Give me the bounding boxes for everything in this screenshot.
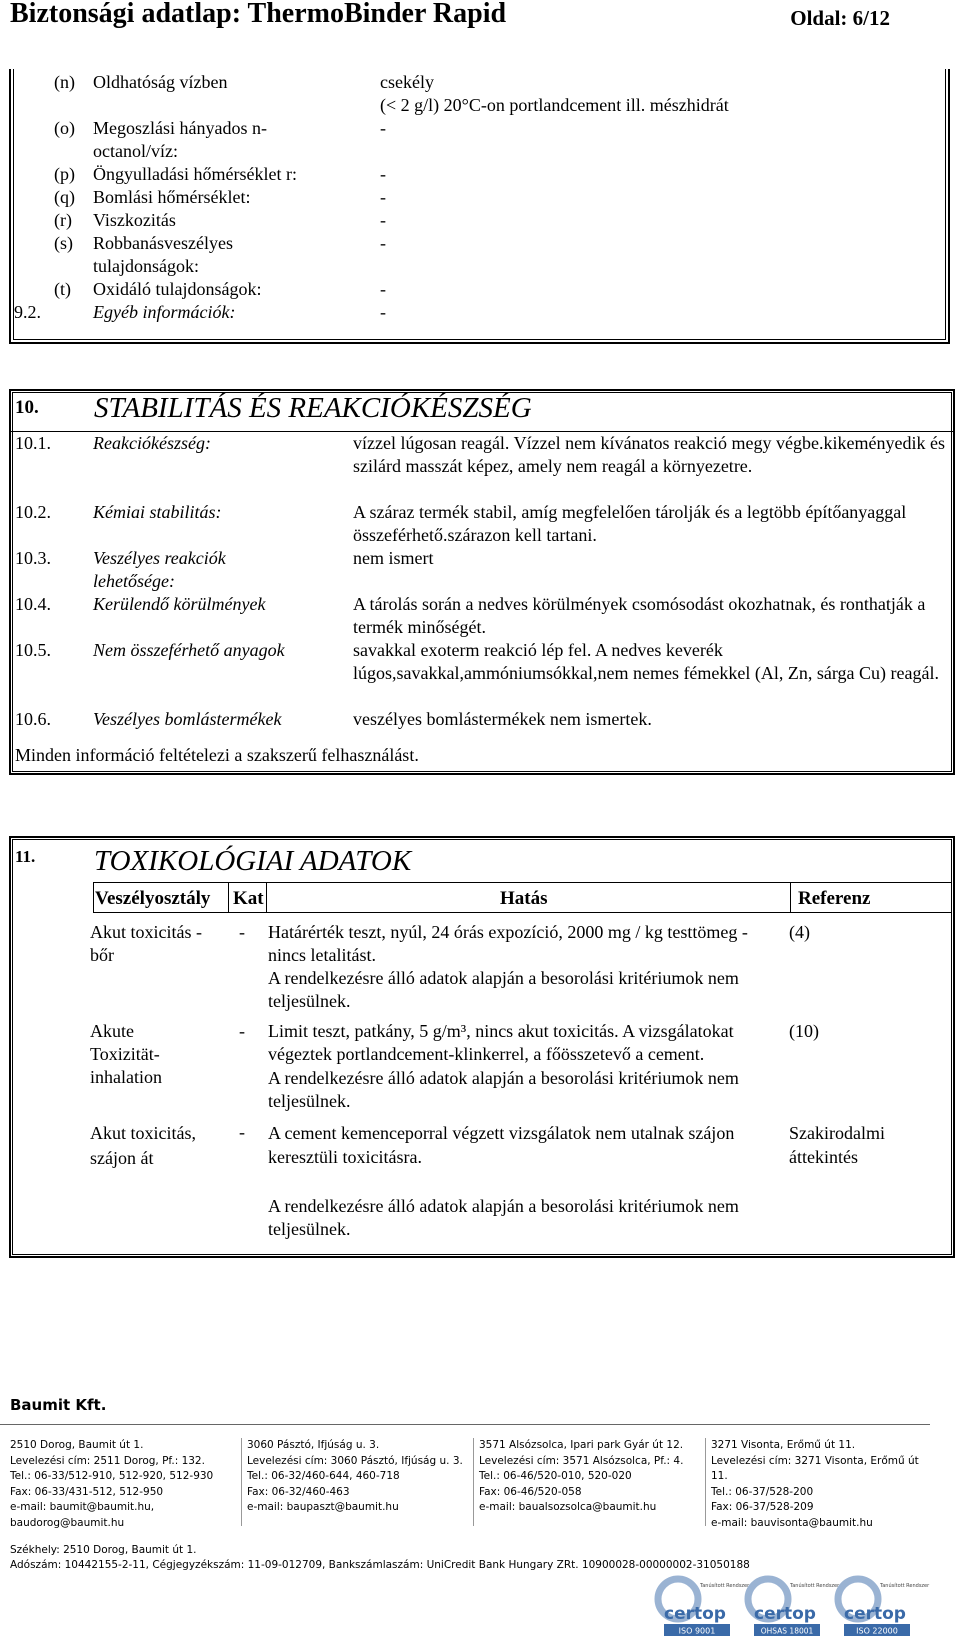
table-rule <box>93 912 951 913</box>
section-title: STABILITÁS ÉS REAKCIÓKÉSZSÉG <box>94 392 532 424</box>
table-rule <box>266 882 267 913</box>
column-header: Veszélyosztály <box>95 888 211 909</box>
column-header: Kat <box>233 888 264 909</box>
effect: Limit teszt, patkány, 5 g/m³, nincs akut toxicitás. A vizsgálatokat végeztek portlandcement-klinkerrel, a főösszetevő a cement. <box>268 1021 734 1064</box>
svg-text:ISO 9001: ISO 9001 <box>678 1626 716 1636</box>
hazard-class: Akut toxicitás, szájon át <box>90 1123 196 1168</box>
effect-classification: A rendelkezésre álló adatok alapján a besorolási kritériumok nem teljesülnek. <box>268 1068 739 1111</box>
table-rule <box>93 882 951 883</box>
effect-classification: A rendelkezésre álló adatok alapján a besorolási kritériumok nem teljesülnek. <box>268 1196 739 1239</box>
effect: A cement kemenceporral végzett vizsgálatok nem utalnak szájon keresztüli toxicitásra. <box>268 1123 735 1167</box>
svg-text:Tanúsított Rendszer: Tanúsított Rendszer <box>880 1583 930 1589</box>
svg-text:certop: certop <box>664 1604 726 1624</box>
certop-iso22000-logo <box>830 1575 930 1637</box>
usage-note: Minden információ feltételezi a szakszerű felhasználást. <box>15 745 419 765</box>
page-header <box>10 0 890 34</box>
svg-text:Tanúsított Rendszer: Tanúsított Rendszer <box>700 1583 750 1589</box>
footer-address-visonta: 3271 Visonta, Erőmű út 11. Levelezési cím: 3271 Visonta, Erőmű út 11. Tel.: 06-37/528-200 Fax: 06-37/528-209 e-mail: bauvisonta@baumit.hu <box>705 1438 936 1526</box>
page-number: Oldal: 6/12 <box>790 6 890 30</box>
svg-text:certop: certop <box>754 1604 816 1624</box>
reference: (10) <box>789 1021 819 1041</box>
footer-seat: Székhely: 2510 Dorog, Baumit út 1. <box>10 1544 197 1556</box>
section-11-toxicology <box>9 836 955 1258</box>
section-10-heading <box>11 391 953 432</box>
reference: Szakirodalmi áttekintés <box>789 1123 885 1167</box>
column-header: Hatás <box>500 888 548 909</box>
category: - <box>239 922 245 942</box>
svg-text:OHSAS 18001: OHSAS 18001 <box>760 1626 814 1636</box>
column-header: Referenz <box>798 888 871 909</box>
footer-address-paszto: 3060 Pásztó, Ifjúság u. 3. Levelezési cím: 3060 Pásztó, Ifjúság u. 3. Tel.: 06-32/460-644, 460-718 Fax: 06-32/460-463 e-mail: baupaszt@baumit.hu <box>241 1438 472 1526</box>
svg-text:certop: certop <box>844 1604 906 1624</box>
section-title: TOXIKOLÓGIAI ADATOK <box>94 845 412 877</box>
svg-text:ISO 22000: ISO 22000 <box>856 1626 898 1636</box>
document-title: Biztonsági adatlap: ThermoBinder Rapid <box>10 0 507 29</box>
footer-address-dorog: 2510 Dorog, Baumit út 1. Levelezési cím: 2511 Dorog, Pf.: 132. Tel.: 06-33/512-910, 512-920, 512-930 Fax: 06-33/431-512, 512-950 e-mail: baumit@baumit.hu, baudorog@baumit.hu <box>10 1439 214 1529</box>
certop-ohsas18001-logo <box>740 1575 840 1637</box>
table-rule <box>790 882 791 913</box>
footer-registration: Adószám: 10442155-2-11, Cégjegyzékszám: 11-09-012709, Bankszámlaszám: UniCredit Bank Hungary ZRt. 10900028-00000002-31050188 <box>10 1559 750 1571</box>
certop-iso9001-logo <box>650 1575 750 1637</box>
effect-classification: A rendelkezésre álló adatok alapján a besorolási kritériumok nem teljesülnek. <box>268 968 739 1011</box>
footer-rule <box>0 1424 930 1425</box>
hazard-class: Akute Toxizität-inhalation <box>90 1021 162 1087</box>
section-10-stability: 10. STABILITÁS ÉS REAKCIÓKÉSZSÉG 10.1. Reakciókészség: vízzel lúgosan reagál. Vízzel nem kívánatos reakció megy végbe.kikeményedik és szilárd masszát képez, amely nem reagál a környezetre. 10.2. Kémiai stabilitás: A száraz termék stabil, amíg megfelelően tárolják és a legtöbb építőanyaggal összeférhető.szárazon kell tartani. 10.3. Veszélyes reakciók lehetősége: nem ismert 10.4. Kerülendő körülmények A tárolás során a nedves körülmények csomósodást okozhatnak, és ronthatják a termék minőségét. 10.5. Nem összeférhető anyagok savakkal exoterm reakció lép fel. A nedves keverék lúgos,savakkal,ammóniumsókkal,nem nemes fémekkel (Al, Zn, sárga Cu) reagál. 10.6. Veszélyes bomlástermékek veszélyes bomlástermékek nem ismertek. Minden információ feltételezi a szakszerű felhasználást. <box>9 389 955 775</box>
table-rule <box>93 882 94 913</box>
table-rule <box>228 882 229 913</box>
category: - <box>239 1021 245 1041</box>
section-number: 11. <box>15 847 36 866</box>
reference: (4) <box>789 922 810 942</box>
section-9-properties: (n) Oldhatóság vízben csekély (< 2 g/l) 20°C-on portlandcement ill. mészhidrát (o) Megoszlási hányados n-octanol/víz: - (p) Öngyulladási hőmérséklet r: - (q) Bomlási hőmérséklet: - (r) Viszkozitás - (s) Robbanásveszélyes tulajdonságok: - (t) Oxidáló tulajdonságok: - 9.2. Egyéb információk: - <box>9 69 950 344</box>
footer-address-alsozsolca: 3571 Alsózsolca, Ipari park Gyár út 12. Levelezési cím: 3571 Alsózsolca, Pf.: 4. Tel.: 06-46/520-010, 520-020 Fax: 06-46/520-058 e-mail: baualsozsolca@baumit.hu <box>473 1438 704 1526</box>
category: - <box>239 1122 245 1142</box>
svg-text:Tanúsított Rendszer: Tanúsított Rendszer <box>790 1583 840 1589</box>
section-number: 10. <box>15 397 39 418</box>
hazard-class: Akut toxicitás - bőr <box>90 922 202 965</box>
effect: Határérték teszt, nyúl, 24 órás expozíció, 2000 mg / kg testtömeg - nincs letalitást. <box>268 922 748 965</box>
company-name: Baumit Kft. <box>10 1396 107 1414</box>
